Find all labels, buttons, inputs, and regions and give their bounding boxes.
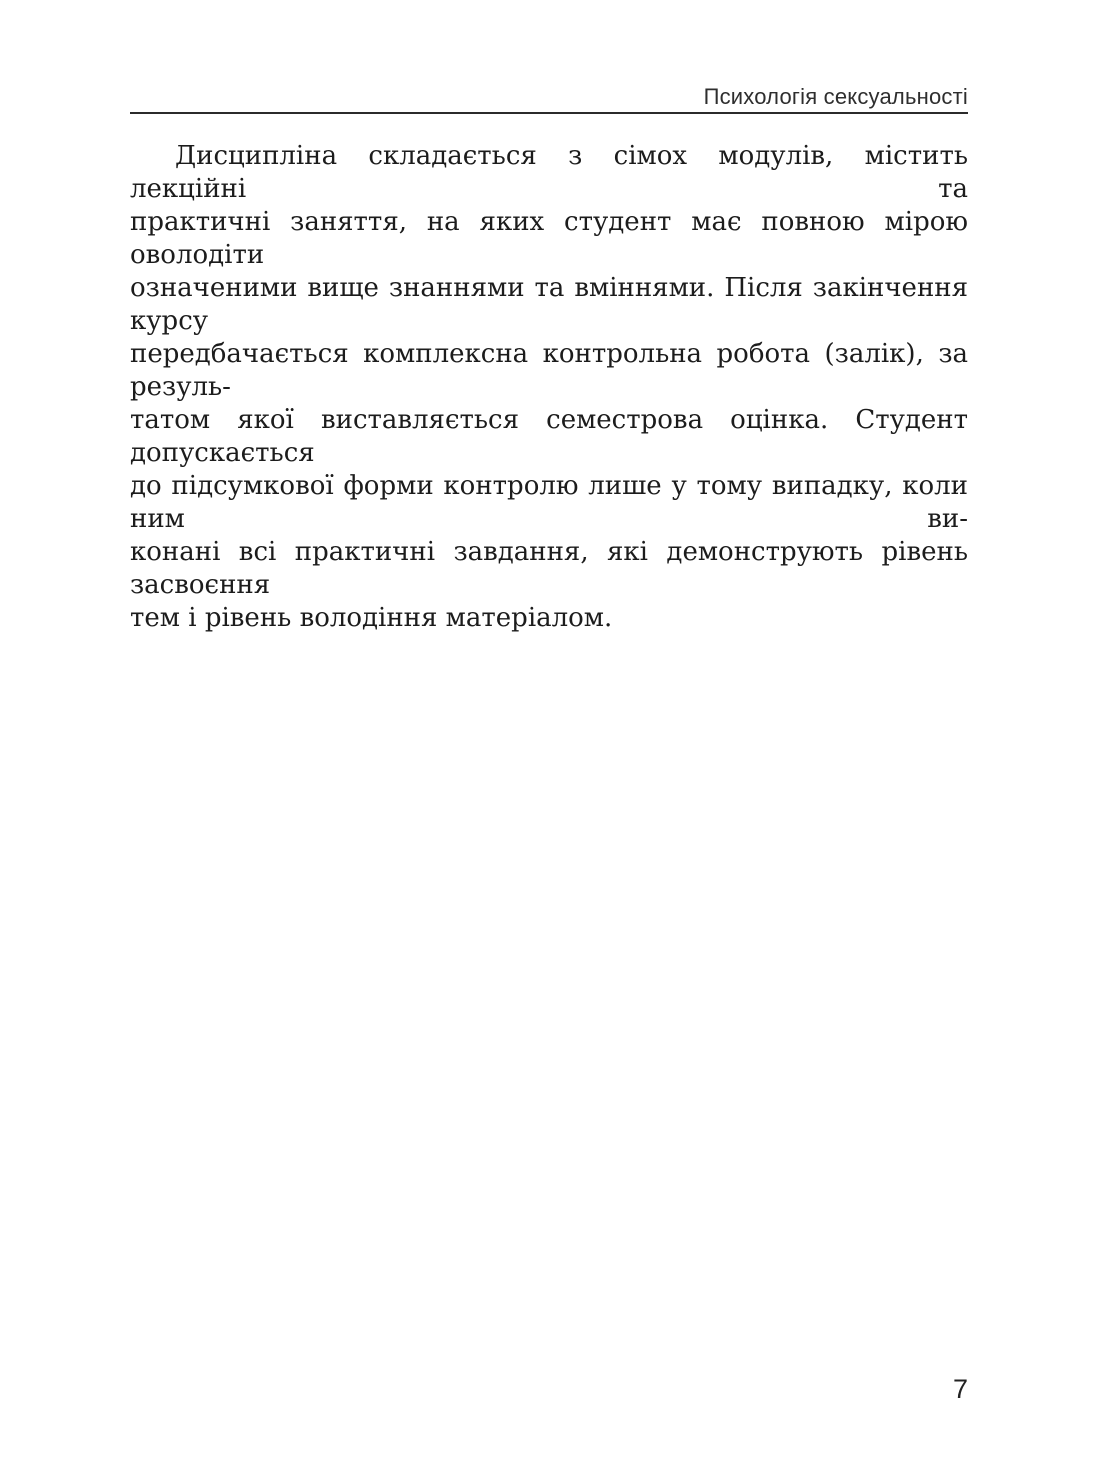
paragraph-line: передбачається комплексна контрольна робота (залік), за резуль-: [130, 339, 968, 402]
paragraph-line: тем і рівень володіння матеріалом.: [130, 603, 613, 633]
paragraph-line: татом якої виставляється семестрова оцінка. Студент допускається: [130, 405, 968, 468]
running-header: Психологія сексуальності: [703, 84, 968, 109]
paragraph-line: практичні заняття, на яких студент має повною мірою оволодіти: [130, 207, 968, 270]
paragraph-line: Дисципліна складається з сімох модулів, містить лекційні та: [130, 141, 968, 204]
paragraph-line: означеними вище знаннями та вміннями. Після закінчення курсу: [130, 273, 968, 336]
page-number: 7: [952, 1374, 968, 1404]
paragraph: [130, 140, 968, 635]
paragraph-line: до підсумкової форми контролю лише у тому випадку, коли ним ви-: [130, 471, 968, 534]
header-rule-divider: [130, 112, 968, 114]
paragraph-line: конані всі практичні завдання, які демонструють рівень засвоєння: [130, 537, 968, 600]
